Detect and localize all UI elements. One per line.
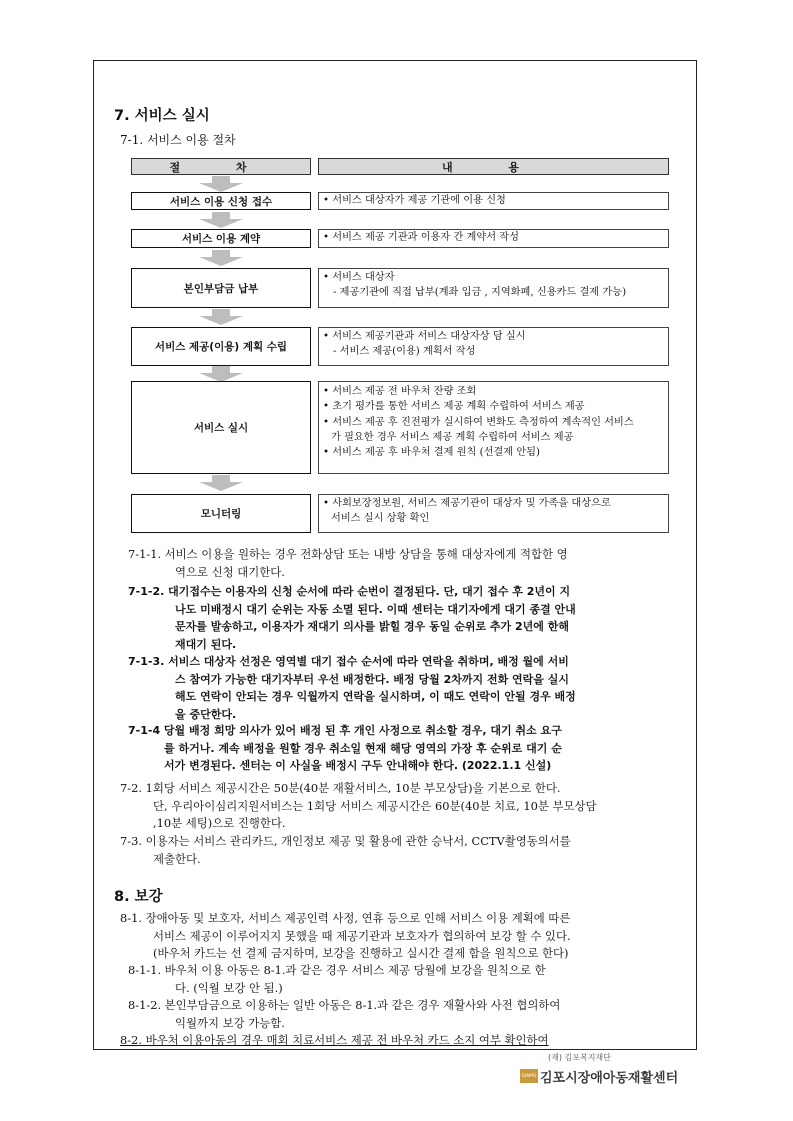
step-content: • 서비스 제공기관과 서비스 대상자상 담 실시 - 서비스 제공(이용) 계획서 작성 bbox=[318, 327, 669, 366]
foundation-name: (재) 김포복지재단 bbox=[548, 1053, 611, 1062]
step-box: 본인부담금 납부 bbox=[131, 268, 311, 308]
step-content: • 서비스 대상자가 제공 기관에 이용 신청 bbox=[318, 192, 669, 210]
header-content: 내 용 bbox=[318, 158, 669, 175]
paragraph-7-3: 7-3. 이용자는 서비스 관리카드, 개인정보 제공 및 활용에 관한 승낙서, CCTV촬영동의서를 제출한다. bbox=[120, 834, 571, 866]
step-box: 서비스 이용 신청 접수 bbox=[131, 192, 311, 210]
center-logo-icon: GIMPO bbox=[520, 1069, 538, 1083]
step-content: • 사회보장정보원, 서비스 제공기관이 대상자 및 가족을 대상으로 서비스 실시 상황 확인 bbox=[318, 494, 669, 533]
step-box: 서비스 제공(이용) 계획 수립 bbox=[131, 327, 311, 366]
step-content: • 서비스 제공 전 바우처 잔량 조회 • 초기 평가를 통한 서비스 제공 계획 수립하여 서비스 제공 • 서비스 제공 후 진전평가 실시하여 변화도 측정하여 계속적인 서비스 가 필요한 경우 서비스 제공 계획 수립하여 서비스 제공 • 서비스 제공 후 바우처 결제 원칙 (선결제 안됨) bbox=[318, 381, 669, 474]
paragraph-7-1-4: 7-1-4 당월 배정 희망 의사가 있어 배정 된 후 개인 사정으로 취소할 경우, 대기 취소 요구 를 하거나. 계속 배정을 원할 경우 취소일 현재 해당 영역의 가장 후 순위로 대기 순 서가 변경된다. 센터는 이 사실을 배정시 구두 안내해야 한다. (2022.1.1 신설) bbox=[128, 724, 562, 773]
section-7-title: 7. 서비스 실시 bbox=[114, 108, 210, 124]
flow-arrow bbox=[199, 475, 243, 491]
paragraph-8-1: 8-1. 장애아동 및 보호자, 서비스 제공인력 사정, 연휴 등으로 인해 서비스 이용 계획에 따른 서비스 제공이 이루어지지 못했을 때 제공기관과 보호자가 협의하여 보강 할 수 있다. (바우처 카드는 선 결제 금지하며, 보강을 진행하고 실시간 결제 함을 원칙으로 한다) bbox=[120, 911, 571, 960]
step-box: 서비스 실시 bbox=[131, 381, 311, 474]
header-step: 절 차 bbox=[131, 158, 311, 175]
step-box: 서비스 이용 계약 bbox=[131, 229, 311, 248]
step-content: • 서비스 대상자 - 제공기관에 직접 납부(계좌 입금 , 지역화폐, 신용카드 결제 가능) bbox=[318, 268, 669, 308]
flow-arrow bbox=[199, 309, 243, 325]
step-box: 모니터링 bbox=[131, 494, 311, 533]
paragraph-8-1-1: 8-1-1. 바우처 이용 아동은 8-1.과 같은 경우 서비스 제공 당월에 보강을 원칙으로 한 다. (익월 보강 안 됨.) bbox=[128, 963, 546, 995]
center-name: 김포시장애아동재활센터 bbox=[540, 1071, 679, 1086]
section-8-title: 8. 보강 bbox=[114, 889, 163, 905]
section-7-1-subtitle: 7-1. 서비스 이용 절차 bbox=[120, 133, 236, 147]
paragraph-7-1-1: 7-1-1. 서비스 이용을 원하는 경우 전화상담 또는 내방 상담을 통해 대상자에게 적합한 영 역으로 신청 대기한다. bbox=[128, 547, 568, 579]
flow-arrow bbox=[199, 366, 243, 382]
paragraph-7-2: 7-2. 1회당 서비스 제공시간은 50분(40분 재활서비스, 10분 부모상담)을 기본으로 한다. 단, 우리아이심리지원서비스는 1회당 서비스 제공시간은 60분(40분 치료, 10분 부모상담 ,10분 세팅)으로 진행한다. bbox=[120, 781, 597, 830]
flow-arrow bbox=[199, 176, 243, 192]
paragraph-8-1-2: 8-1-2. 본인부담금으로 이용하는 일반 아동은 8-1.과 같은 경우 재활사와 사전 협의하여 익월까지 보강 가능함. bbox=[128, 998, 561, 1030]
flow-arrow bbox=[199, 212, 243, 228]
paragraph-7-1-3: 7-1-3. 서비스 대상자 선정은 영역별 대기 접수 순서에 따라 연락을 취하며, 배정 월에 서비 스 참여가 가능한 대기자부터 우선 배정한다. 배정 당월 2차까지 전화 연락을 실시 해도 연락이 안되는 경우 익월까지 연락을 실시하며, 이 때도 연락이 안될 경우 배정 을 중단한다. bbox=[128, 655, 576, 721]
flow-arrow bbox=[199, 250, 243, 266]
step-content: • 서비스 제공 기관과 이용자 간 계약서 작성 bbox=[318, 229, 669, 248]
paragraph-7-1-2: 7-1-2. 대기접수는 이용자의 신청 순서에 따라 순번이 결정된다. 단, 대기 접수 후 2년이 지 나도 미배정시 대기 순위는 자동 소멸 된다. 이때 센터는 대기자에게 대기 종결 안내 문자를 발송하고, 이용자가 재대기 의사를 밝힐 경우 동일 순위로 추가 2년에 한해 재대기 된다. bbox=[128, 585, 576, 651]
paragraph-8-2: 8-2. 바우처 이용아동의 경우 매회 치료서비스 제공 전 바우처 카드 소지 여부 확인하여 bbox=[120, 1033, 549, 1047]
